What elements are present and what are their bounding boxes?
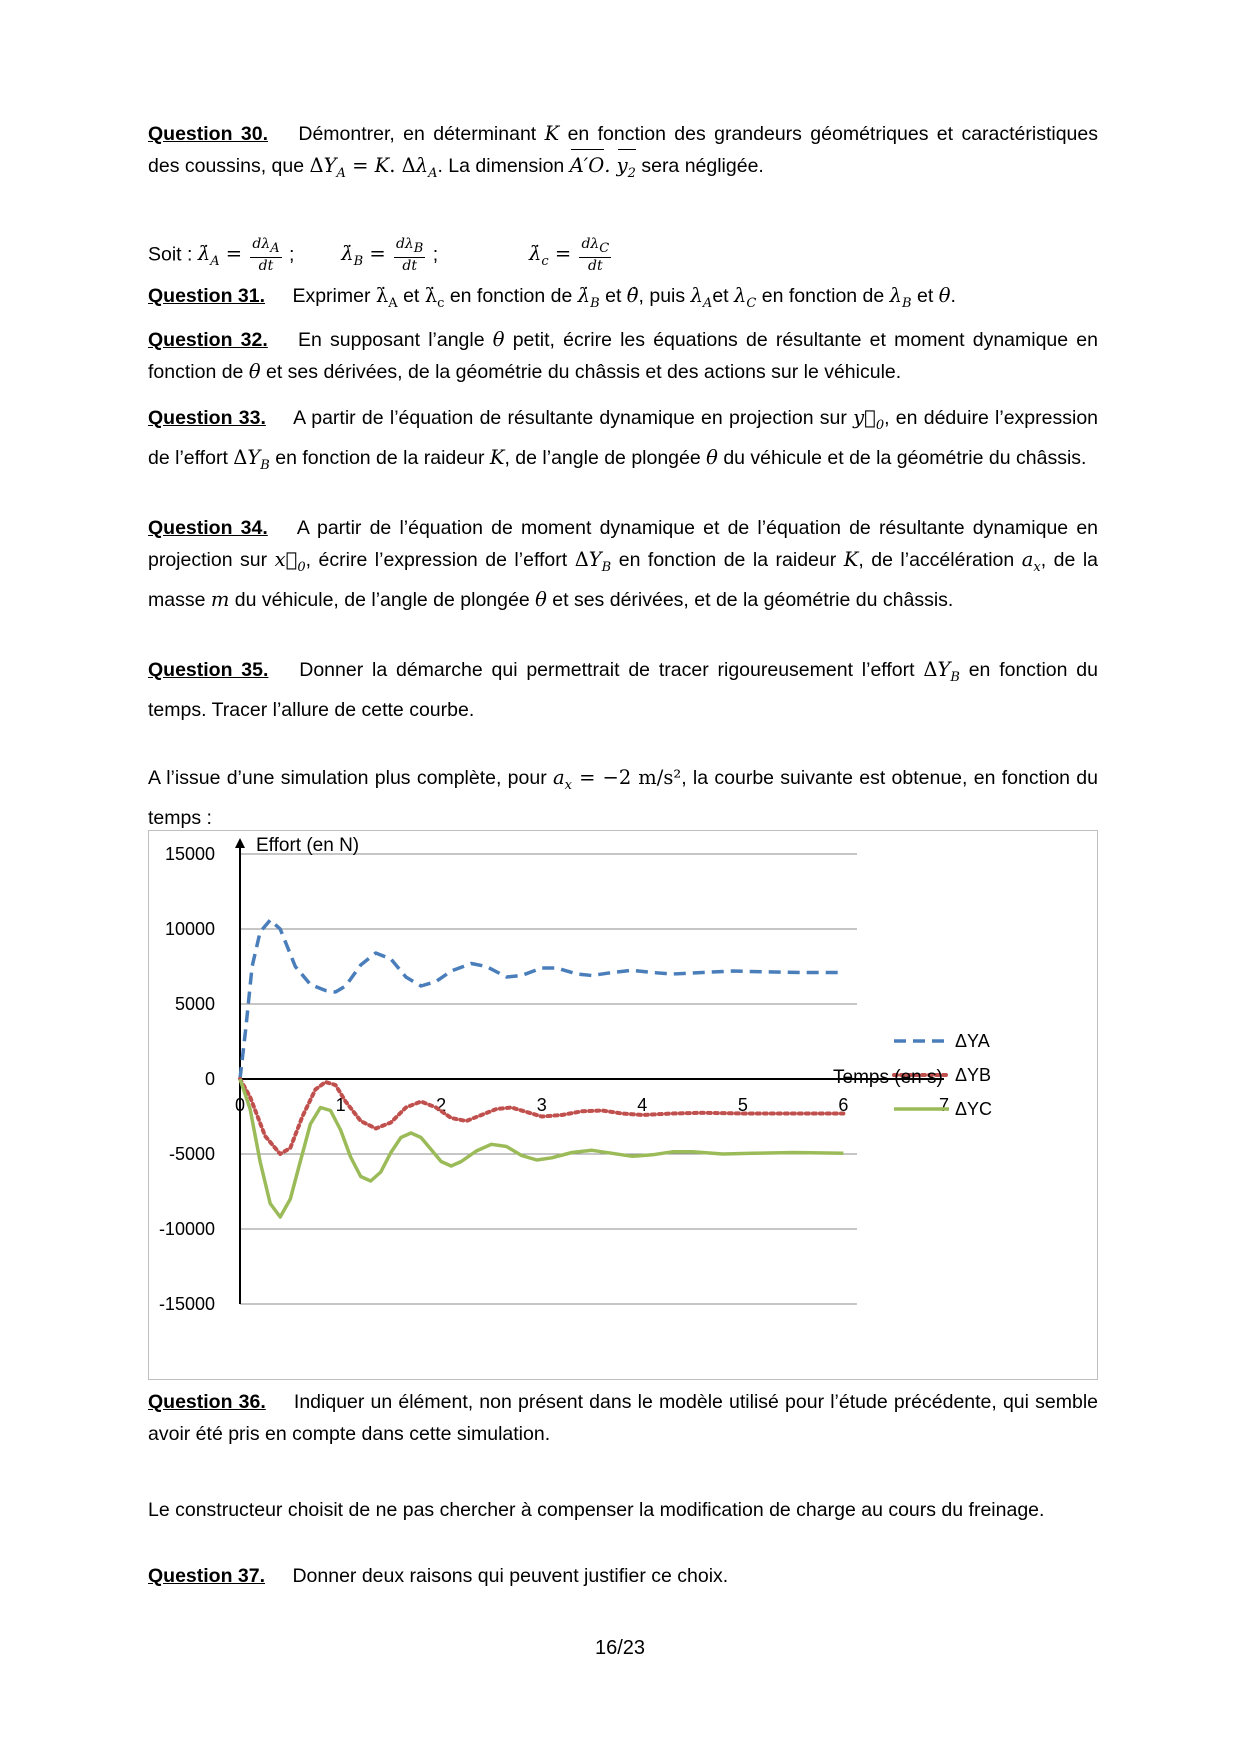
question-34-ax: $a_x$: [1021, 548, 1041, 575]
question-35-text-b: en fonction du temps. Tracer l’allure de cette courbe.: [148, 659, 1098, 721]
question-30-text-a: Démontrer, en déterminant: [298, 123, 537, 145]
question-31-label: Question 31.: [148, 285, 266, 307]
question-37-text: Donner deux raisons qui peuvent justifier ce choix.: [292, 1565, 729, 1587]
question-35-text-a: Donner la démarche qui permettrait de tracer rigoureusement l’effort: [299, 659, 915, 681]
question-30-text-b: en fonction des grandeurs géométriques et caractéristiques des coussins, que: [148, 123, 1099, 177]
legend-label-2: ΔYC: [955, 1099, 993, 1119]
question-32-text-b: petit, écrire les équations de résultante et moment dynamique en fonction de: [148, 329, 1098, 383]
question-31-lambda-dot-c: $\lambdȧ_c$: [424, 284, 445, 311]
question-31-theta: θ: [938, 284, 951, 307]
question-37: [148, 1560, 1098, 1592]
statement: Le constructeur choisit de ne pas chercher à compenser la modification de charge au cours du freinage.: [148, 1499, 1045, 1521]
definition-lambda-a: $\lambdȧ_A$ = $\frac{d\lambda_A}{dt}$: [197, 236, 280, 274]
simulation-intro-text-b: , la courbe suivante est obtenue, en fonction du temps :: [148, 767, 1098, 829]
question-33-delta-yb: $\Delta Y_B$: [233, 445, 270, 473]
question-36: [148, 1386, 1098, 1450]
question-34-var-k: K: [843, 548, 859, 571]
question-30-vector-product: A′O. $y_2$: [570, 154, 636, 177]
question-30-text-d: sera négligée.: [641, 155, 764, 177]
question-35-label: Question 35.: [148, 659, 269, 681]
y-tick-label-0: 15000: [164, 844, 215, 864]
effort-chart: [149, 831, 1099, 1381]
question-31-text-h: et: [917, 285, 934, 307]
question-31: Question 31. Exprimer $\lambdȧ_A$ et $\lambdȧ_c$ en fonction de $\lambdȧ_B$ et θ̇, puis $\lambda_Aet$ $\lambda_C$ en fonction de $\lambda_B$ et θ.: [148, 284, 956, 311]
question-32-theta-2: θ: [248, 360, 261, 383]
question-33-var-k: K: [489, 445, 505, 469]
question-32-label: Question 32.: [148, 329, 268, 351]
question-32-theta: θ: [492, 328, 505, 351]
question-34: [148, 512, 1098, 616]
question-34-text-g: et ses dérivées, et de la géométrie du châssis.: [552, 588, 954, 611]
x-tick-label-4: 4: [637, 1095, 648, 1115]
definition-separator-2: ;: [432, 243, 439, 266]
definition-separator-1: ;: [289, 243, 295, 266]
question-30-equation: $\Delta Y_A = K$. $\Delta\lambda_A$: [309, 154, 438, 181]
question-31-lambda-b: $\lambda_B$: [889, 284, 912, 311]
chart-series: [240, 920, 843, 1217]
question-31-lambda-dot-b: $\lambdȧ_B$: [577, 284, 600, 311]
legend-label-0: ΔYA: [955, 1031, 990, 1051]
chart-ylabel: Effort (en N): [256, 835, 360, 856]
question-31-lambda-c: $\lambda_C$: [734, 284, 757, 311]
question-36-label: Question 36.: [148, 1391, 266, 1413]
question-34-text-c: en fonction de la raideur: [618, 549, 837, 571]
question-35: [148, 654, 1098, 726]
question-34-text-a: A partir de l’équation de moment dynamique et de l’équation de résultante dynamique en projection sur: [148, 517, 1099, 571]
question-32-text-c: et ses dérivées, de la géométrie du châssis et des actions sur le véhicule.: [266, 361, 902, 383]
y-tick-label-5: -10000: [158, 1219, 215, 1239]
x-tick-label-0: 0: [234, 1095, 246, 1115]
question-30-var-k: K: [544, 122, 560, 145]
chart-xlabel: Temps (en s): [833, 1067, 943, 1088]
question-31-lambda-a: $\lambda_A$: [690, 284, 713, 311]
question-33-text-c: en fonction de la raideur: [275, 446, 485, 469]
x-tick-label-3: 3: [536, 1095, 547, 1115]
y-tick-label-4: -5000: [168, 1144, 215, 1164]
y-tick-label-2: 5000: [174, 994, 215, 1014]
y-tick-label-1: 10000: [164, 919, 215, 939]
question-33-text-b: , en déduire l’expression de l’effort: [148, 407, 1099, 469]
x-tick-label-5: 5: [737, 1095, 748, 1115]
y-tick-label-6: -15000: [158, 1294, 215, 1314]
simulation-intro-text-a: A l’issue d’une simulation plus complète, pour: [148, 767, 547, 789]
question-31-text-b: et: [403, 285, 420, 307]
definitions-label: Soit :: [148, 243, 193, 266]
question-36-text: Indiquer un élément, non présent dans le modèle utilisé pour l’étude précédente, qui semble avoir été pris en compte dans cette simulation.: [148, 1391, 1098, 1445]
question-33-theta: θ: [706, 445, 718, 469]
x-tick-label-6: 6: [838, 1095, 849, 1115]
definition-lambda-c: $\lambdȧ_c$ = $\frac{d\lambda_C}{dt}$: [529, 236, 610, 274]
question-34-text-f: du véhicule, de l’angle de plongée: [234, 588, 530, 611]
question-33-text-e: du véhicule et de la géométrie du châssis.: [723, 446, 1087, 469]
question-34-label: Question 34.: [148, 517, 268, 539]
question-35-delta-yb: $\Delta Y_B$: [923, 658, 960, 685]
question-34-delta-yb: $\Delta Y_B$: [574, 548, 612, 575]
question-31-lambda-dot-a: $\lambdȧ_A$: [375, 284, 398, 311]
chart-frame: [148, 830, 1098, 1380]
question-31-theta-dot: θ̇: [626, 284, 639, 307]
question-32: [148, 324, 1098, 388]
question-31-text-c: en fonction de: [449, 285, 573, 307]
question-33-vector-y0: $y⃗_0$: [853, 406, 885, 433]
question-33-text-d: , de l’angle de plongée: [504, 446, 701, 469]
question-33-label: Question 33.: [148, 407, 266, 429]
question-30-label: Question 30.: [148, 123, 268, 145]
x-tick-label-7: 7: [938, 1095, 950, 1115]
question-31-text-d: et: [605, 285, 622, 307]
question-31-text-g: en fonction de: [761, 285, 885, 307]
legend-label-1: ΔYB: [955, 1065, 992, 1085]
series-line-delta-ya: [240, 920, 843, 1079]
question-30-text-c: . La dimension: [437, 155, 565, 177]
question-34-mass: m: [210, 587, 230, 611]
series-line-delta-yb: [240, 1079, 843, 1154]
y-tick-label-3: 0: [204, 1069, 215, 1089]
question-31-text-a: Exprimer: [292, 285, 371, 307]
question-37-label: Question 37.: [148, 1565, 266, 1587]
question-34-text-e: , de la masse: [148, 549, 1098, 611]
question-34-vector-x0: $x⃗_0$: [274, 548, 306, 575]
question-31-text-f: et: [712, 285, 729, 307]
question-32-text-a: En supposant l’angle: [297, 329, 485, 351]
question-34-text-b: , écrire l’expression de l’effort: [305, 549, 568, 571]
x-tick-label-1: 1: [335, 1095, 346, 1115]
definition-lambda-b: $\lambdȧ_B$ = $\frac{d\lambda_B}{dt}$: [341, 236, 424, 274]
question-30: [148, 118, 1098, 190]
simulation-intro: [148, 762, 1098, 834]
question-33: [148, 402, 1098, 482]
question-34-text-d: , de l’accélération: [858, 549, 1015, 571]
simulation-intro-equation: $a_x = -2$ m/s²: [553, 766, 682, 793]
y-axis-arrow: [235, 838, 245, 848]
question-33-text-a: A partir de l’équation de résultante dynamique en projection sur: [293, 407, 847, 429]
definitions-line: [148, 236, 1098, 280]
question-34-theta: θ: [535, 587, 547, 611]
question-31-text-e: , puis: [638, 285, 686, 307]
x-tick-label-2: 2: [436, 1095, 447, 1115]
page-number: 16/23: [594, 1637, 646, 1659]
